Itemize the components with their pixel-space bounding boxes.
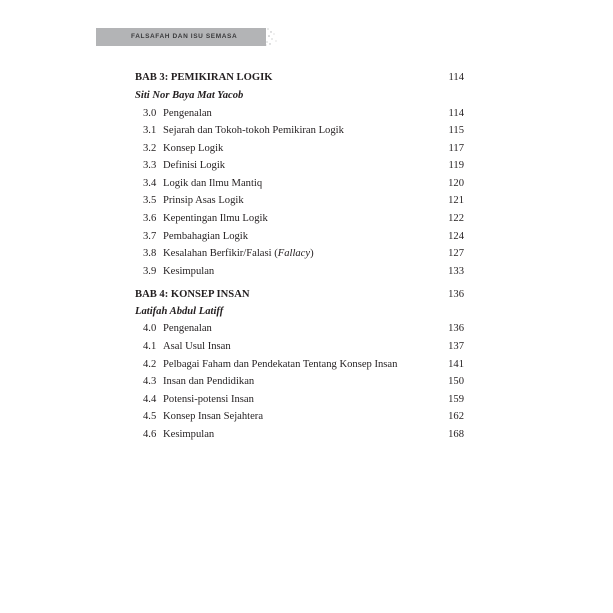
toc-entry [0, 375, 613, 389]
toc-entry [0, 265, 613, 279]
page-number: 114 [448, 72, 464, 83]
section-number: 3.3 [143, 160, 157, 171]
toc-entry [0, 340, 613, 354]
section-number: 4.4 [143, 394, 157, 405]
page-number: 141 [448, 359, 464, 370]
chapter-author [0, 305, 613, 319]
section-number: 4.5 [143, 411, 157, 422]
toc-entry [0, 177, 613, 191]
section-title [163, 428, 214, 442]
section-title-text: Kesalahan Berfikir/Falasi ( [163, 248, 278, 259]
page-number: 120 [448, 178, 464, 189]
section-title [163, 124, 344, 138]
page-number: 162 [448, 411, 464, 422]
chapter-title: BAB 4: KONSEP INSAN [135, 289, 250, 300]
page-number: 122 [448, 213, 464, 224]
section-number: 3.5 [143, 195, 157, 206]
section-title-text: Kesimpulan [163, 429, 215, 440]
page-number: 137 [448, 341, 464, 352]
toc-entry [0, 159, 613, 173]
section-title-text: Logik dan Ilmu Mantiq [163, 178, 263, 189]
page-number: 136 [448, 289, 464, 300]
section-number: 3.0 [143, 108, 157, 119]
section-title [163, 410, 263, 424]
section-title-text: Asal Usul Insan [163, 341, 231, 352]
section-title [163, 107, 212, 121]
section-title-text: Potensi-potensi Insan [163, 394, 254, 405]
section-title [163, 393, 254, 407]
section-number: 3.8 [143, 248, 157, 259]
page-number: 133 [448, 266, 464, 277]
section-number: 3.6 [143, 213, 157, 224]
section-number: 3.1 [143, 125, 157, 136]
decorative-texture-icon [262, 27, 280, 47]
section-number: 4.2 [143, 359, 157, 370]
page-number: 150 [448, 376, 464, 387]
page-number: 124 [448, 231, 464, 242]
section-title [163, 212, 268, 226]
section-title [163, 247, 314, 261]
section-title [163, 194, 244, 208]
section-title-text: Kesimpulan [163, 266, 215, 277]
section-title-text: Kepentingan Ilmu Logik [163, 213, 268, 224]
section-number: 4.6 [143, 429, 157, 440]
section-title-text: Konsep Logik [163, 143, 224, 154]
section-title-text: Pengenalan [163, 323, 212, 334]
page-number: 121 [448, 195, 464, 206]
page-number: 127 [448, 248, 464, 259]
section-title [163, 159, 225, 173]
section-title-text: Konsep Insan Sejahtera [163, 411, 264, 422]
section-title [163, 358, 397, 372]
toc-entry [0, 142, 613, 156]
section-title-suffix: ) [310, 248, 314, 259]
toc-entry [0, 247, 613, 261]
section-title-italic: Fallacy [277, 248, 311, 259]
chapter-title: BAB 3: PEMIKIRAN LOGIK [135, 72, 273, 83]
page-number: 115 [448, 125, 464, 136]
toc-entry [0, 107, 613, 121]
section-title-text: Pengenalan [163, 108, 212, 119]
author-name: Siti Nor Baya Mat Yacob [135, 90, 244, 101]
section-number: 4.1 [143, 341, 157, 352]
page-number: 159 [448, 394, 464, 405]
chapter-author [0, 89, 613, 103]
toc-entry [0, 428, 613, 442]
toc-entry [0, 358, 613, 372]
author-name: Latifah Abdul Latiff [135, 306, 224, 317]
page-number: 136 [448, 323, 464, 334]
section-title [163, 375, 254, 389]
toc-entry [0, 194, 613, 208]
page-number: 119 [448, 160, 464, 171]
toc-entry [0, 322, 613, 336]
toc-entry [0, 230, 613, 244]
section-title [163, 340, 231, 354]
section-number: 4.0 [143, 323, 157, 334]
section-title-text: Sejarah dan Tokoh-tokoh Pemikiran Logik [163, 125, 344, 136]
page-number: 117 [448, 143, 464, 154]
section-title-text: Pembahagian Logik [163, 231, 249, 242]
toc-entry [0, 124, 613, 138]
section-title-text: Definisi Logik [163, 160, 226, 171]
toc-entry [0, 410, 613, 424]
section-title [163, 230, 248, 244]
section-number: 3.2 [143, 143, 157, 154]
section-title [163, 322, 212, 336]
page-number: 168 [448, 429, 464, 440]
section-title [163, 265, 214, 279]
section-number: 3.7 [143, 231, 157, 242]
section-title-text: Prinsip Asas Logik [163, 195, 244, 206]
chapter-heading [0, 288, 613, 302]
toc-entry [0, 393, 613, 407]
section-title [163, 142, 223, 156]
section-title-text: Insan dan Pendidikan [163, 376, 255, 387]
page-number: 114 [448, 108, 464, 119]
running-header-title: FALSAFAH DAN ISU SEMASA [131, 33, 238, 40]
section-title-text: Pelbagai Faham dan Pendekatan Tentang Konsep Insan [163, 359, 398, 370]
section-number: 3.4 [143, 178, 157, 189]
toc-entry [0, 212, 613, 226]
section-number: 4.3 [143, 376, 157, 387]
chapter-heading [0, 71, 613, 85]
section-number: 3.9 [143, 266, 157, 277]
section-title [163, 177, 262, 191]
